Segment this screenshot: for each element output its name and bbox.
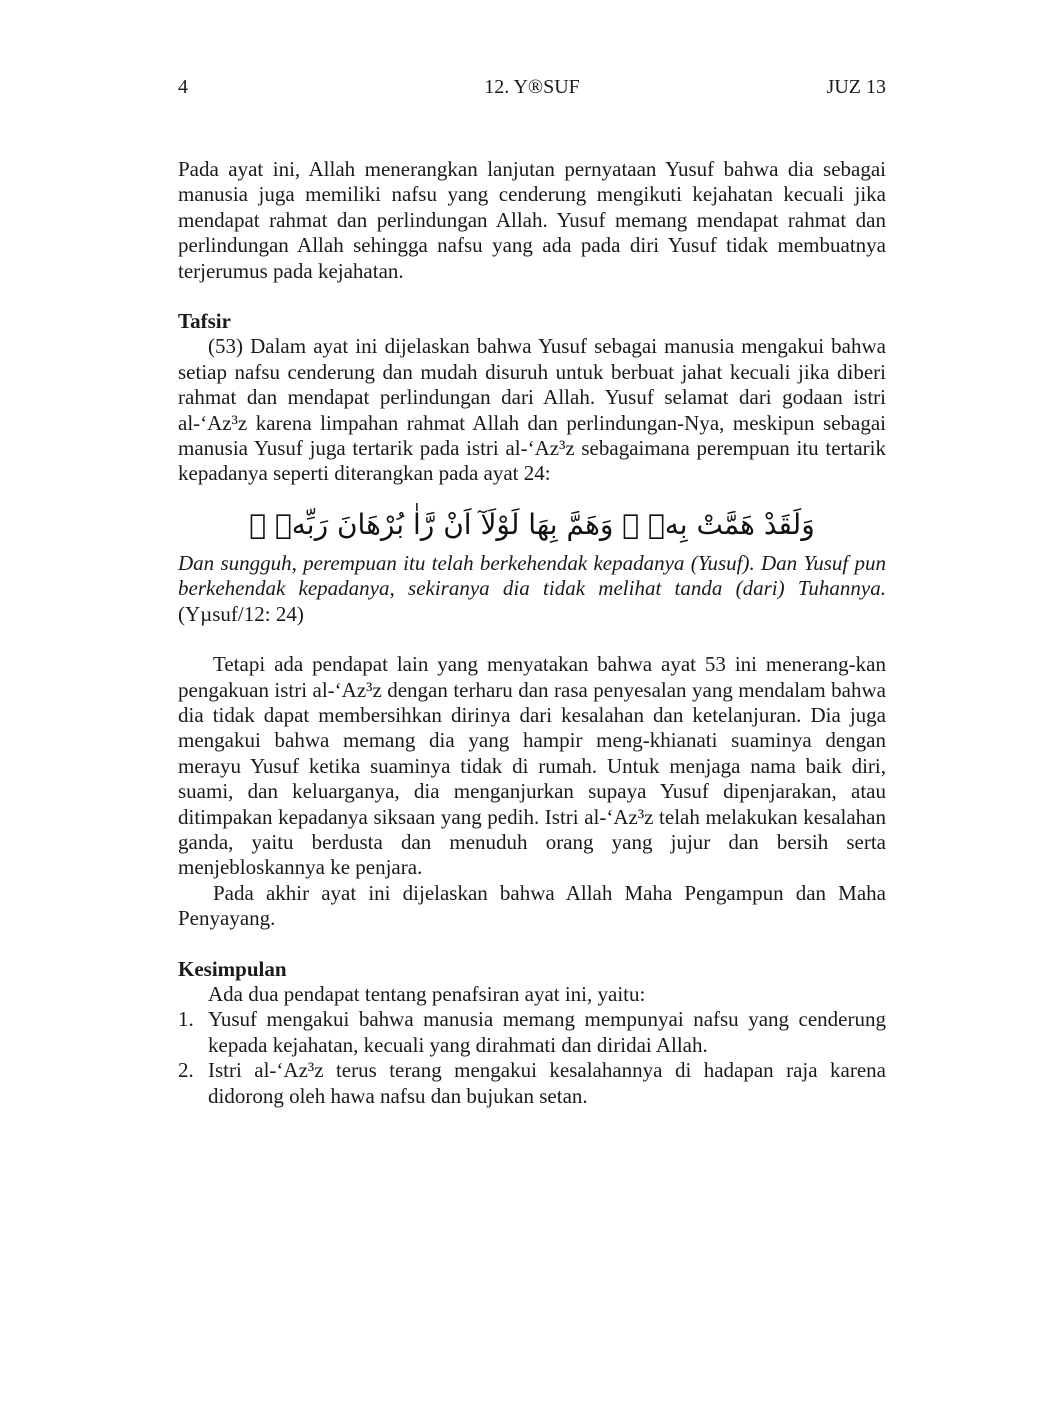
kesimpulan-intro: Ada dua pendapat tentang penafsiran ayat ini, yaitu: xyxy=(208,981,646,1006)
intro-paragraph: Pada ayat ini, Allah menerangkan lanjutan pernyataan Yusuf bahwa dia sebagai manusia juga memiliki nafsu yang cenderung mengikuti kejahatan kecuali jika mendapat rahmat dan perlindungan Allah. Yusuf memang mendapat rahmat dan perlindungan Allah sehingga nafsu yang ada pada diri Yusuf tidak membuatnya terjerumus pada kejahatan. xyxy=(178,157,886,283)
arabic-verse: وَلَقَدْ هَمَّتْ بِهٖ ۚ وَهَمَّ بِهَا لَوْلَآ اَنْ رَّاٰ بُرْهَانَ رَبِّهٖ ۗ xyxy=(249,507,815,541)
tafsir-paragraph: (53) Dalam ayat ini dijelaskan bahwa Yusuf sebagai manusia mengakui bahwa setiap nafsu cenderung dan mudah disuruh untuk berbuat jahat kecuali jika diberi rahmat dan mendapat perlindungan dari Allah. Yusuf selamat dari godaan istri al-‘Az³z karena limpahan rahmat Allah dan perlindungan-Nya, meskipun sebagai manusia Yusuf juga tertarik pada istri al-‘Az³z sebagaimana perempuan itu tertarik kepadanya seperti diterangkan pada ayat 24: xyxy=(178,334,886,486)
list-item xyxy=(178,1007,886,1058)
list-item-text: Yusuf mengakui bahwa manusia memang mempunyai nafsu yang cenderung kepada kejahatan, kecuali yang dirahmati dan diridai Allah. xyxy=(208,1007,886,1057)
kesimpulan-list xyxy=(178,1007,886,1109)
list-item-number: 2. xyxy=(178,1058,194,1083)
list-item-number: 1. xyxy=(178,1007,194,1032)
verse-reference: (Yµsuf/12: 24) xyxy=(178,601,304,626)
page-number: 4 xyxy=(178,76,188,98)
list-item-text: Istri al-‘Az³z terus terang mengakui kesalahannya di hadapan raja karena didorong oleh hawa nafsu dan bujukan setan. xyxy=(208,1058,886,1108)
list-item xyxy=(178,1058,886,1109)
kesimpulan-heading: Kesimpulan xyxy=(178,956,287,981)
surah-title: 12. Y®SUF xyxy=(484,76,580,98)
page-header xyxy=(178,76,886,102)
translation-text: Dan sungguh, perempuan itu telah berkehendak kepadanya (Yusuf). Dan Yusuf pun berkehendak kepadanya, sekiranya dia tidak melihat tanda (dari) Tuhannya. xyxy=(178,550,886,601)
tafsir-paragraph-3: Pada akhir ayat ini dijelaskan bahwa Allah Maha Pengampun dan Maha Penyayang. xyxy=(178,880,886,931)
tafsir-heading: Tafsir xyxy=(178,309,231,334)
tafsir-paragraph-2: Tetapi ada pendapat lain yang menyatakan bahwa ayat 53 ini menerang-kan pengakuan istri al-‘Az³z dengan terharu dan rasa penyesalan yang mendalam bahwa dia tidak dapat membersihkan dirinya dari kesalahan dan ketelanjuran. Dia juga mengakui bahwa memang dia yang hampir meng-khianati suaminya dengan merayu Yusuf ketika suaminya tidak di rumah. Untuk menjaga nama baik diri, suami, dan keluarganya, dia menganjurkan supaya Yusuf dipenjarakan, atau ditimpakan kepadanya siksaan yang pedih. Istri al-‘Az³z telah melakukan kesalahan ganda, yaitu berdusta dan menuduh orang yang jujur dan bersih serta menjebloskannya ke penjara. xyxy=(178,652,886,880)
juz-label: JUZ 13 xyxy=(826,76,886,98)
spacer xyxy=(178,627,886,652)
verse-translation xyxy=(178,551,886,627)
page-content xyxy=(178,157,886,1109)
